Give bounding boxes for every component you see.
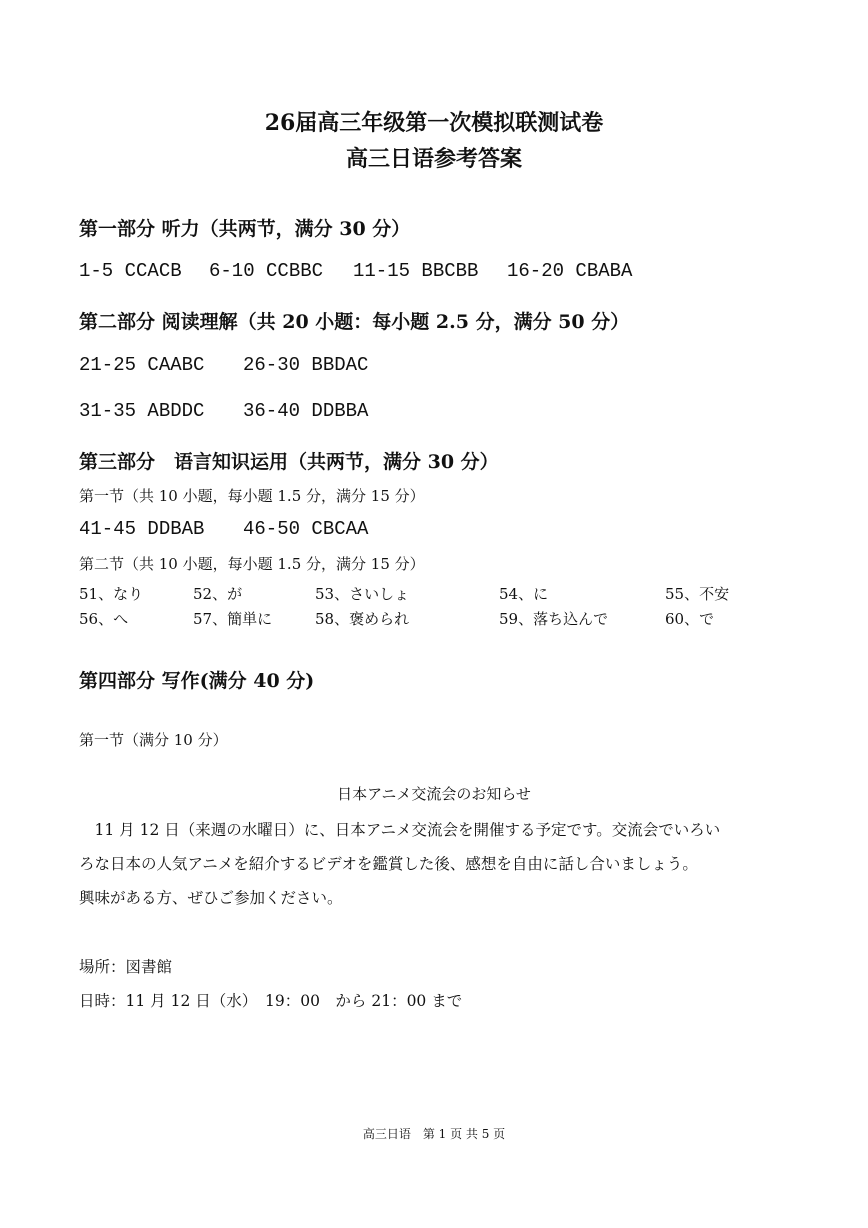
part2-heading: 第二部分 阅读理解（共 20 小题：每小题 2.5 分，满分 50 分）: [79, 311, 630, 333]
answer-group: 16-20 CBABA: [507, 260, 633, 282]
cloze-answer: 60、で: [665, 610, 715, 628]
cloze-answer: 57、簡単に: [193, 610, 273, 628]
notice-body-line: 11 月 12 日（来週の水曜日）に、日本アニメ交流会を開催する予定です。交流会でいろい: [79, 821, 721, 839]
notice-place: 場所：図書館: [79, 958, 173, 976]
cloze-answer: 53、さいしょ: [315, 585, 410, 603]
cloze-answer: 51、なり: [79, 585, 144, 603]
notice-body-line: ろな日本の人気アニメを紹介するビデオを鑑賞した後、感想を自由に話し合いましょう。: [79, 855, 698, 873]
answer-group: 26-30 BBDAC: [243, 354, 369, 376]
answer-group: 1-5 CCACB: [79, 260, 182, 282]
cloze-answer: 55、不安: [665, 585, 730, 603]
document-subtitle: 高三日语参考答案: [345, 146, 522, 172]
answer-group: 41-45 DDBAB: [79, 518, 205, 540]
cloze-answer: 54、に: [499, 585, 549, 603]
answer-group: 21-25 CAABC: [79, 354, 205, 376]
part3-section2-label: 第二节（共 10 小题，每小题 1.5 分，满分 15 分）: [79, 555, 425, 573]
answer-group: 36-40 DDBBA: [243, 400, 369, 422]
answer-group: 46-50 CBCAA: [243, 518, 369, 540]
notice-datetime: 日時：11 月 12 日（水） 19：00 から 21：00 まで: [79, 992, 463, 1010]
answer-group: 11-15 BBCBB: [353, 260, 479, 282]
answer-group: 6-10 CCBBC: [209, 260, 324, 282]
cloze-answer: 52、が: [193, 585, 243, 603]
part3-heading: 第三部分 语言知识运用（共两节，满分 30 分）: [79, 451, 499, 473]
part4-section1-label: 第一节（满分 10 分）: [79, 731, 228, 749]
page-footer: 高三日语 第 1 页 共 5 页: [362, 1127, 506, 1141]
notice-title: 日本アニメ交流会のお知らせ: [337, 785, 531, 803]
part1-heading: 第一部分 听力（共两节，满分 30 分）: [79, 218, 411, 240]
document-title: 26届高三年级第一次模拟联测试卷: [264, 110, 604, 136]
part4-heading: 第四部分 写作(满分 40 分): [79, 670, 315, 692]
notice-body-line: 興味がある方、ぜひご参加ください。: [79, 889, 343, 907]
cloze-answer: 56、へ: [79, 610, 129, 628]
cloze-answer: 58、褒められ: [315, 610, 410, 628]
cloze-answer: 59、落ち込んで: [499, 610, 609, 628]
part3-section1-label: 第一节（共 10 小题，每小题 1.5 分，满分 15 分）: [79, 487, 425, 505]
answer-group: 31-35 ABDDC: [79, 400, 205, 422]
